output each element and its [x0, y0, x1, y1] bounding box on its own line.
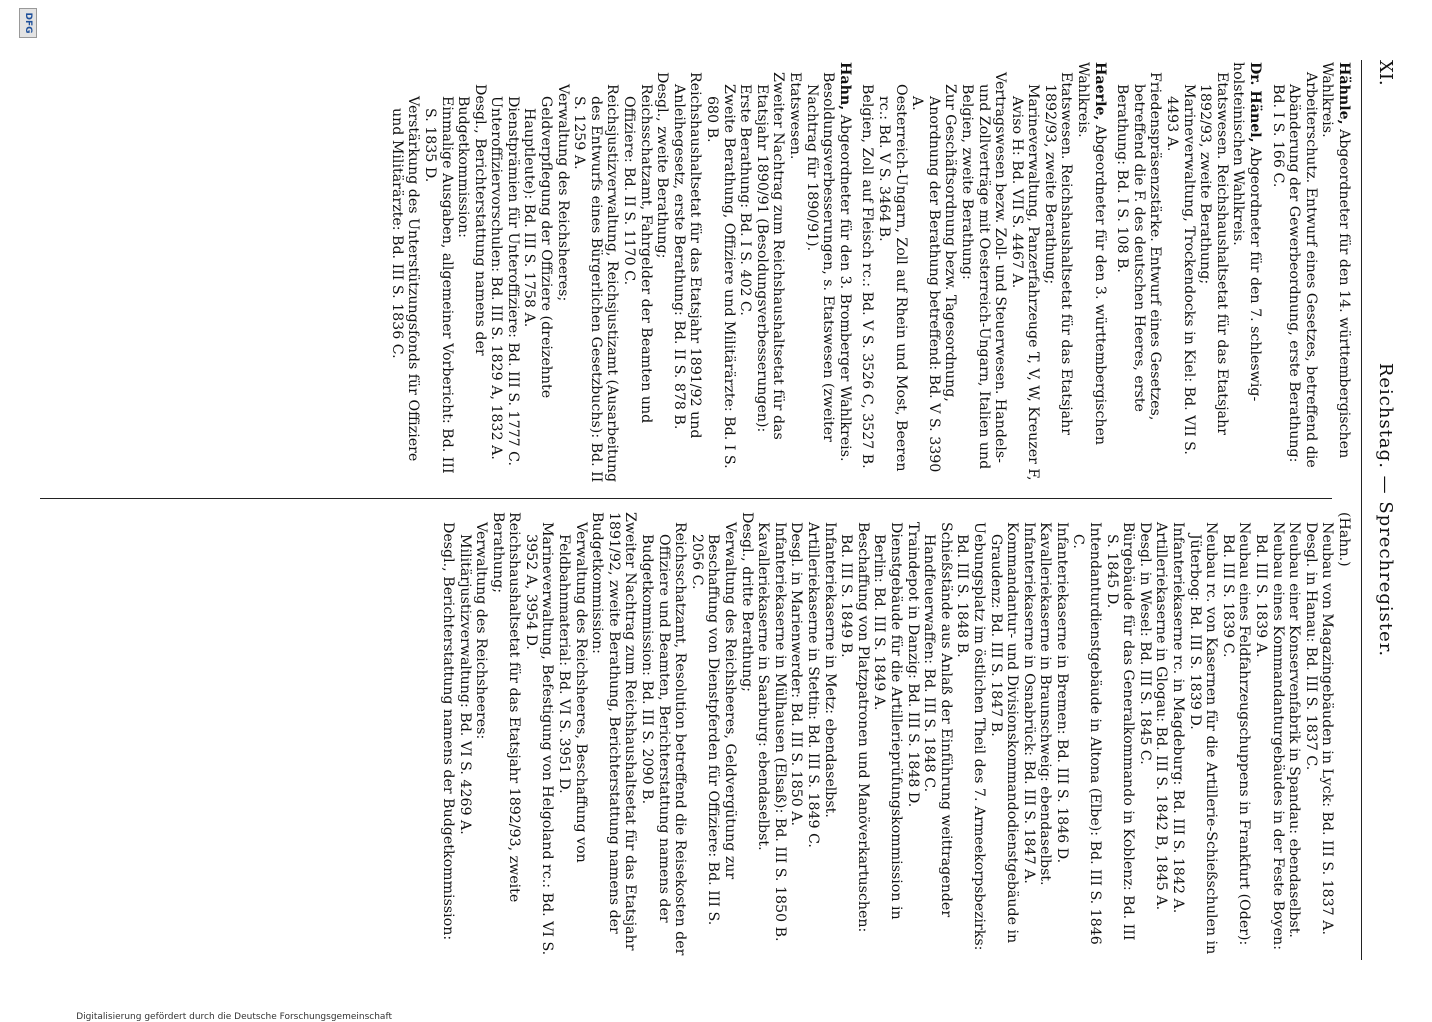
register-entry: Verwaltung des Reichsheeres:: [473, 522, 490, 740]
continued-speaker-label: (Hahn.): [1336, 512, 1352, 567]
register-entry: Militärjustizverwaltung: Bd. VI S. 4269 A.: [456, 534, 473, 835]
speaker-constituency: Abgeordneter für den 14. württembergischen Wahlkreis.: [1319, 62, 1352, 459]
speaker-heading: [1230, 62, 1263, 486]
register-entry: Bürgebäude für das Generalkommando in Koblenz: Bd. III S. 1845 D.: [1103, 522, 1137, 941]
register-entry: Artilleriekaserne in Glogau: Bd. III S. 1842 B, 1845 A.: [1153, 522, 1170, 911]
speaker-constituency: Abgeordneter für den 7. schleswig-holsteinischen Wahlkreis.: [1230, 62, 1264, 402]
register-entry: Kavalleriekaserne in Saarburg: ebendaselbst.: [755, 522, 772, 851]
register-entry: Kommandantur- und Divisionskommandodienstgebäude in Graudenz: Bd. III S. 1847 B.: [987, 522, 1021, 944]
column-divider: [40, 498, 1332, 499]
register-entry: Neubau rc. von Kasernen für die Artillerie-Schießschulen in Jüterbog: Bd. III S. 1839 D.: [1186, 522, 1220, 955]
register-entry: Unteroffiziervorschulen: Bd. III S. 1829 A, 1832 A.: [488, 96, 505, 460]
register-entry: Infanteriekaserne rc. in Magdeburg: Bd. III S. 1842 A.: [1170, 522, 1187, 914]
register-entry: Zweiter Nachtrag zum Reichshaushaltsetat für das Etatsjahr 1890/91 (Besoldungsverbesserungen):: [753, 72, 787, 440]
register-entry: Infanteriekaserne in Metz: ebendaselbst.: [821, 522, 838, 818]
register-entry: Neubau eines Kommandanturgebäudes in der Feste Boyen: Bd. III S. 1839 A.: [1253, 522, 1286, 950]
register-entry: Reichshaushaltsetat für das Etatsjahr 1891/92 und Anleihegesetz, erste Berathung: Bd. II S. 878 B.: [670, 72, 704, 439]
register-entry: Zweiter Nachtrag zum Reichshaushaltsetat für das Etatsjahr 1891/92, zweite Berathung, Berichterstattung namens der Budgetkommission:: [589, 512, 639, 951]
entry-gap: [853, 62, 859, 486]
register-entry: Arbeiterschutz. Entwurf eines Gesetzes, betreffend die Abänderung der Gewerbeordnung, erste Berathung: Bd. I S. 166 C.: [1269, 72, 1319, 468]
register-entry: Reichsschatzamt, Fahrgelder der Beamten und Offiziere: Bd. II S. 1170 C.: [621, 84, 654, 424]
register-entry: Verstärkung des Unterstützungsfonds für Offiziere und Militärärzte: Bd. III S. 1836 C.: [388, 96, 422, 462]
speaker-name: Dr. Hänel,: [1247, 62, 1264, 143]
register-entry: Vertragswesen bezw. Zoll- und Steuerwesen. Handels- und Zollverträge mit Oesterreich-Ungarn, Italien und Belgien, zweite Berathung:: [958, 72, 1009, 470]
header-rule: [1361, 60, 1362, 960]
running-title: Reichstag. — Sprechregister.: [1375, 362, 1396, 658]
register-entry: Neubau einer Konservenfabrik in Spandau: ebendaselbst.: [1286, 522, 1303, 938]
speaker-name: Hahn,: [836, 62, 853, 111]
page-header: [1366, 60, 1396, 960]
register-entry: Desgl. in Marienwerder: Bd. III S. 1850 A.: [788, 522, 805, 827]
register-entry: Marineverwaltung, Befestigung von Helgoland rc.: Bd. VI S. 3952 A, 3954 D.: [522, 522, 556, 956]
register-entry: Marineverwaltung, Panzerfahrzeuge T, V, W, Kreuzer F, Aviso H: Bd. VII S. 4467 A.: [1008, 84, 1042, 481]
register-entry: Reichsschatzamt, Resolution betreffend die Reisekosten der Offiziere und Beamten, Berichterstattung namens der Budgetkommission: Bd. III S. 2090 B.: [639, 522, 689, 956]
register-entry: Desgl. in Hanau: Bd. III S. 1837 C.: [1302, 522, 1319, 771]
register-entry: Oesterreich-Ungarn, Zoll auf Rhein und Most, Beeren rc.: Bd. V S. 3464 B.: [875, 84, 909, 472]
register-entry: Etatswesen. Reichshaushaltsetat für das Etatsjahr 1892/93, zweite Berathung;: [1197, 72, 1230, 436]
register-entry: Uebungsplatz im östlichen Theil des 7. Armeekorpsbezirks: Bd. III S. 1848 B.: [954, 522, 987, 951]
register-entry: Etatswesen.: [787, 72, 803, 160]
register-entry: Kavalleriekaserne in Braunschweig: ebendaselbst.: [1037, 522, 1054, 886]
register-entry: Zur Geschäftsordnung bezw. Tagesordnung, Anordnung der Berathung betreffend: Bd. V S. 3390 A.: [909, 84, 959, 473]
register-entry: Infanteriekaserne in Osnabrück: Bd. III S. 1847 A.: [1020, 522, 1037, 884]
register-entry: Beschaffung von Platzpatronen und Manöverkartuschen: Bd. III S. 1849 B.: [838, 522, 871, 933]
register-entry: Desgl., zweite Berathung;: [654, 72, 671, 259]
register-entry: Marineverwaltung, Trockendocks in Kiel: Bd. VII S. 4493 A.: [1164, 84, 1197, 455]
left-column: [388, 62, 1352, 486]
register-entry: Desgl., Berichterstattung namens der Budgetkommission:: [439, 522, 456, 941]
register-entry: Reichsjustizverwaltung, Reichsjustizamt (Ausarbeitung des Entwurfs eines Bürgerlichen Gesetzbuchs): Bd. II S. 1259 A.: [571, 84, 621, 483]
register-entry: Etatswesen. Reichshaushaltsetat für das Etatsjahr 1892/93, zweite Berathung;: [1041, 72, 1075, 436]
speaker-heading: [1319, 62, 1352, 486]
register-entry: Belgien, Zoll auf Fleisch rc.: Bd. V S. 3526 C, 3527 B.: [859, 84, 876, 469]
register-entry: Artilleriekaserne in Stettin: Bd. III S. 1849 C.: [805, 522, 821, 848]
dfg-logo: DFG: [19, 8, 37, 38]
register-entry: Besoldungsverbesserungen, s. Etatswesen (zweiter Nachtrag für 1890/91).: [803, 72, 837, 442]
page-number: XI.: [1375, 60, 1396, 86]
speaker-heading: [836, 62, 853, 486]
digitization-notice: Digitalisierung gefördert durch die Deutsche Forschungsgemeinschaft: [76, 1012, 392, 1022]
register-entry: Verwaltung des Reichsheeres, Beschaffung von Feldbahnmaterial: Bd. VI S. 3951 D.: [556, 522, 589, 863]
register-entry: Dienstgebäude für die Artillerieprüfungskommission in Berlin: Bd. III S. 1849 A.: [871, 522, 904, 920]
register-entry: Infanteriekaserne in Bremen: Bd. III S. 1846 D.: [1053, 522, 1070, 864]
speaker-name: Haerle,: [1091, 62, 1108, 121]
register-entry: Geldverpflegung der Offiziere (dreizehnte Hauptleute): Bd. III S. 1758 A.: [521, 96, 555, 399]
register-entry: Intendanturdienstgebäude in Altona (Elbe): Bd. III S. 1846 C.: [1070, 522, 1104, 945]
speaker-heading: [1075, 62, 1108, 486]
speaker-constituency: Abgeordneter für den 3. Bromberger Wahlkreis.: [836, 110, 853, 462]
register-entry: Neubau eines Feldfahrzeugschuppens in Frankfurt (Oder): Bd. III S. 1839 C.: [1219, 522, 1253, 946]
register-entry: Infanteriekaserne in Mülhausen (Elsaß): Bd. III S. 1850 B.: [771, 522, 788, 942]
right-column: [439, 512, 1352, 958]
register-entry: Desgl., Berichterstattung namens der Budgetkommission:: [455, 84, 488, 356]
register-entry: Verwaltung des Reichsheeres, Geldvergütung zur Beschaffung von Dienstpferden für Offiziere: Bd. III S. 2056 C.: [688, 522, 739, 926]
speaker-constituency: Abgeordneter für den 3. württembergischen Wahlkreis.: [1075, 62, 1108, 446]
register-entry: Erste Berathung: Bd. I S. 402 C.: [737, 84, 754, 316]
speaker-name: Hähnle,: [1336, 62, 1352, 125]
register-entry: Traindepot in Danzig: Bd. III S. 1848 D.: [904, 522, 921, 808]
register-entry: Einmalige Ausgaben, allgemeiner Vorbericht: Bd. III S. 1835 D.: [421, 96, 455, 474]
register-entry: Desgl. in Wesel: Bd. III S. 1845 C.: [1136, 522, 1153, 765]
register-entry: Desgl., dritte Berathung;: [738, 512, 755, 692]
register-entry: Zweite Berathung, Offiziere und Militärärzte: Bd. I S. 680 B.: [704, 84, 737, 469]
register-entry: Neubau von Magazingebäuden in Lyck: Bd. III S. 1837 A.: [1319, 522, 1336, 935]
register-entry: Reichshaushaltsetat für das Etatsjahr 1892/93, zweite Berathung;: [489, 512, 523, 903]
register-entry: Dienstprämien für Unteroffiziere: Bd. III S. 1777 C.: [504, 96, 521, 467]
register-entry: Verwaltung des Reichsheeres;: [554, 84, 571, 302]
register-entry: Schießstände aus Anlaß der Einführung weittragender Handfeuerwaffen: Bd. III S. 1848 C.: [921, 522, 954, 918]
register-entry: Friedenspräsenzstärke. Entwurf eines Gesetzes, betreffend die F. des deutschen Heeres, erste Berathung: Bd. I S. 108 B.: [1114, 72, 1164, 421]
